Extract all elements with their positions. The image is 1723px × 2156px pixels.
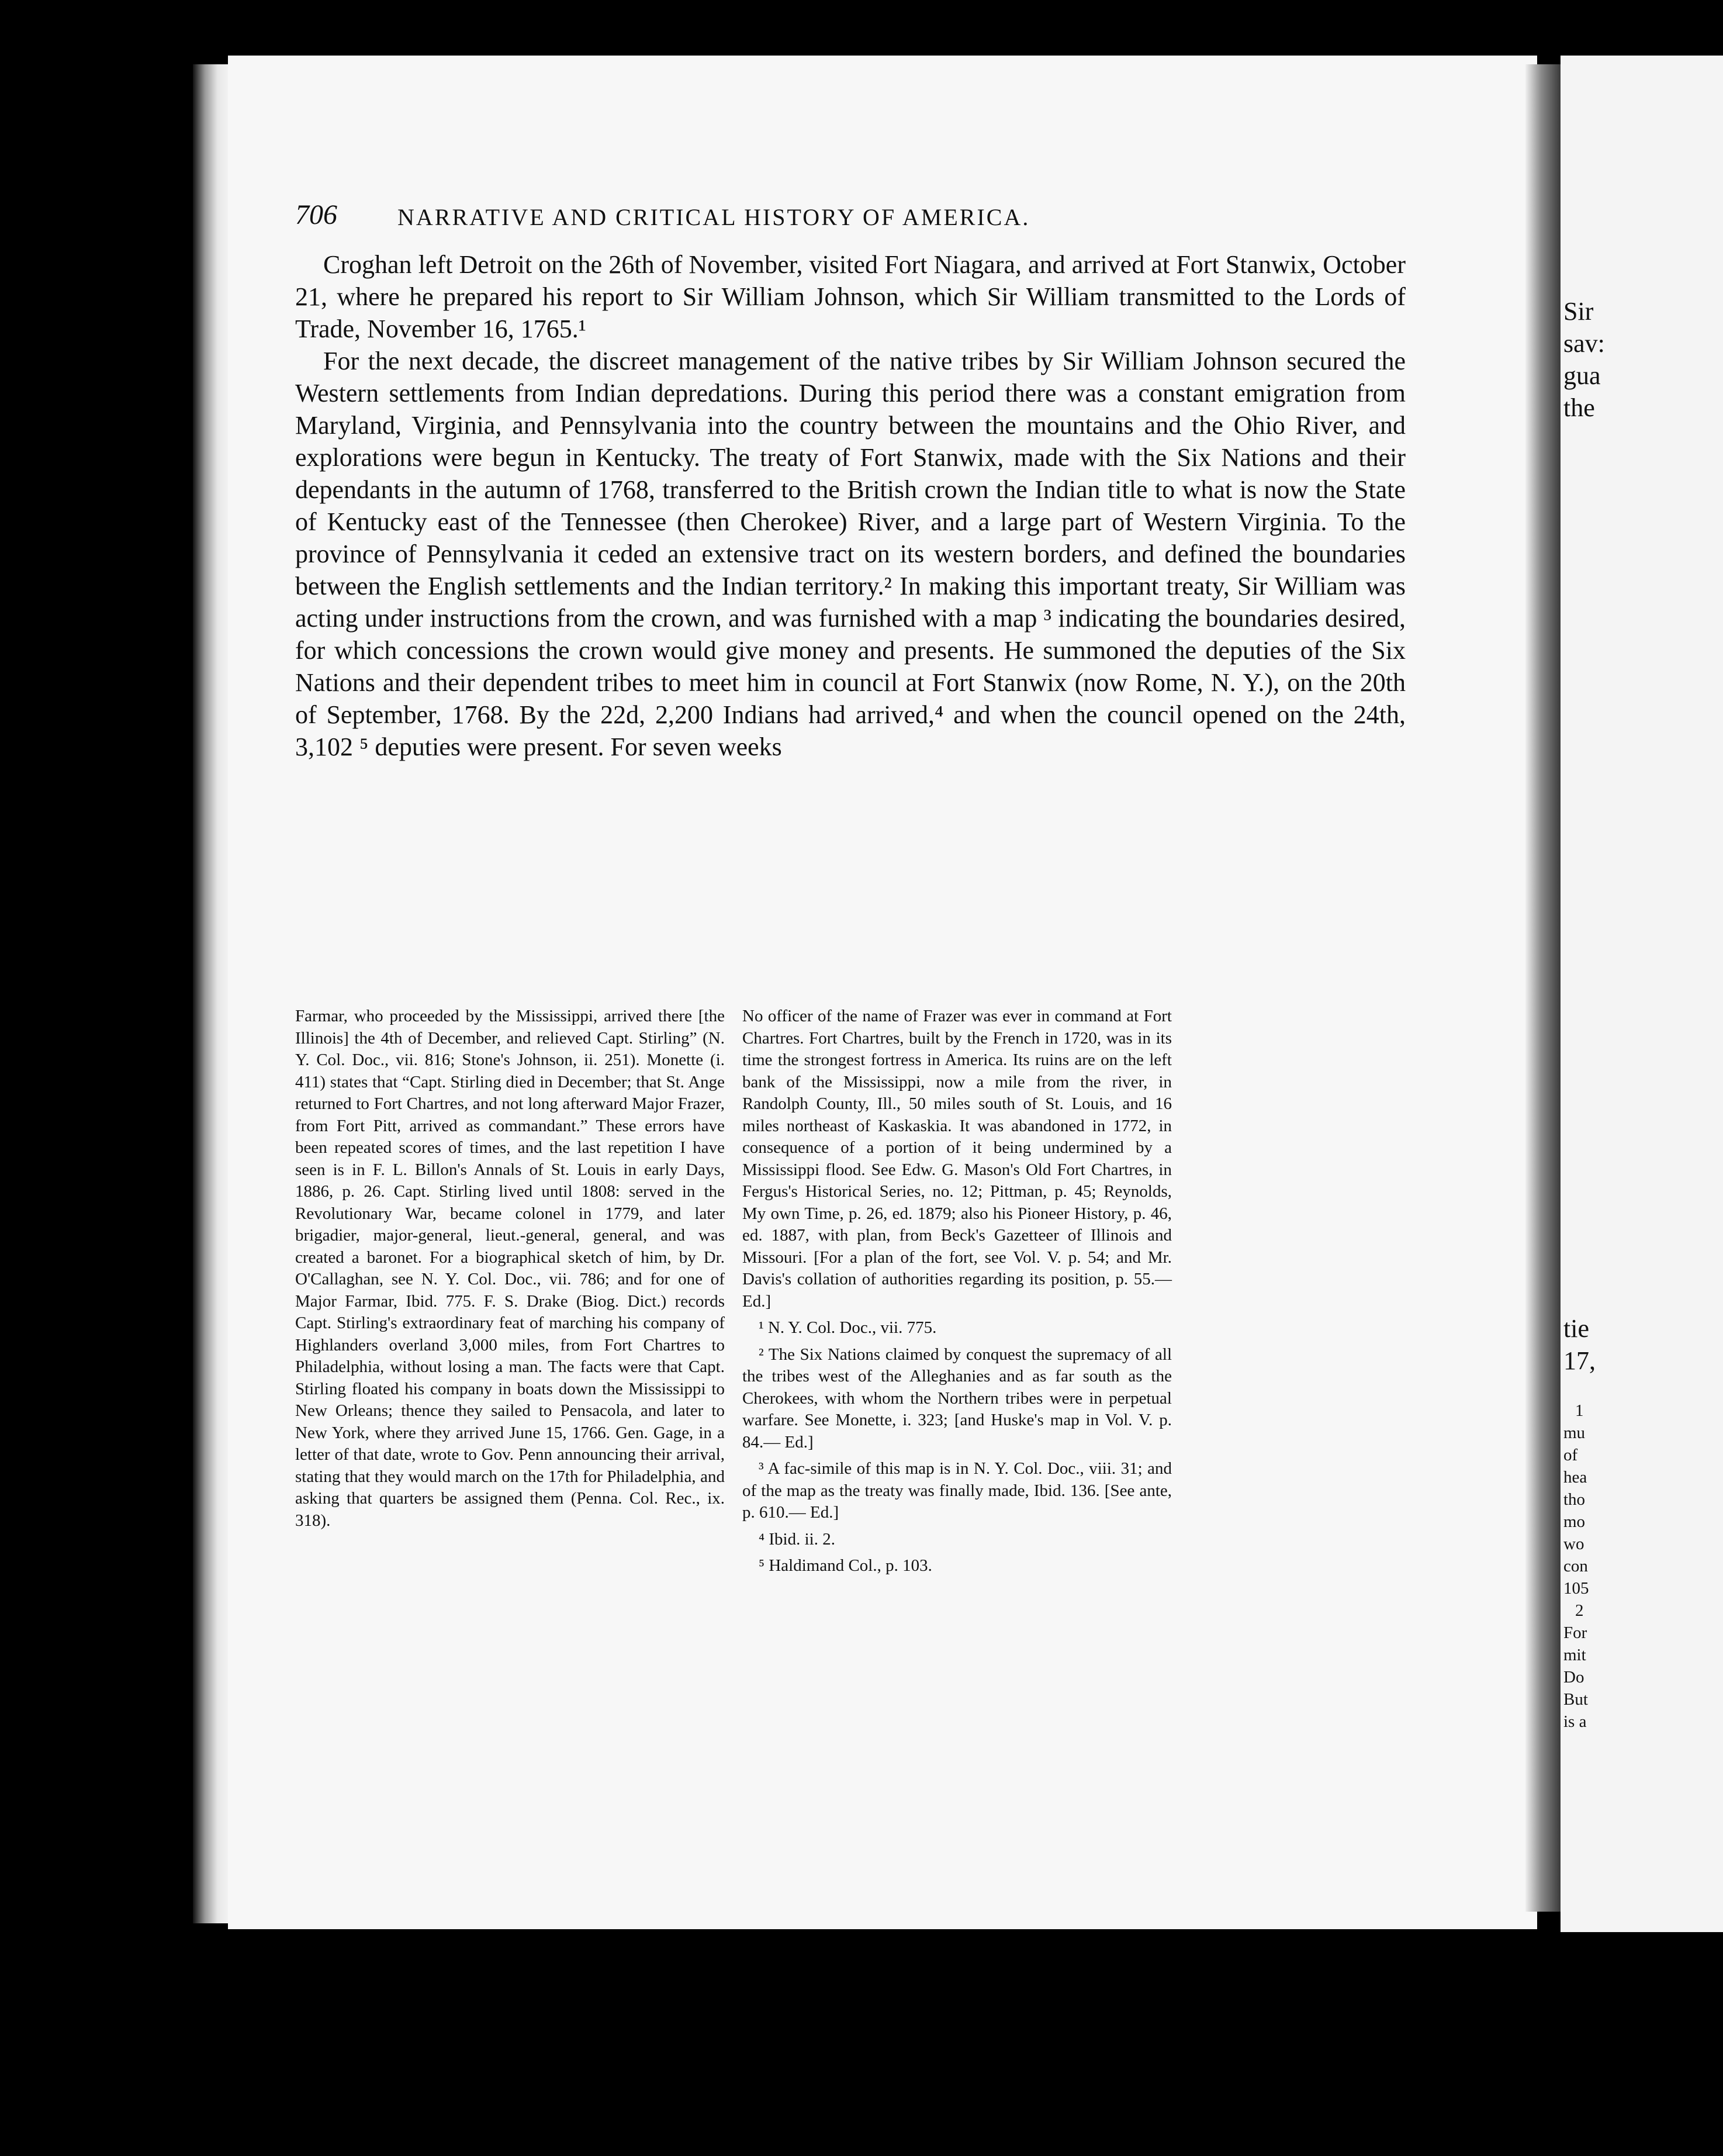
facing-note-line: Do (1563, 1668, 1584, 1687)
footnote-3: ³ A fac-simile of this map is in N. Y. Col. Doc., viii. 31; and of the map as the treaty was finally made, Ibid. 136. [See ante, p. 610.— Ed.] (742, 1459, 1172, 1522)
facing-page (1561, 56, 1723, 1932)
facing-note-line: is a (1563, 1712, 1587, 1731)
footnote-continuation: No officer of the name of Frazer was ever in command at Fort Chartres. Fort Chartres, built by the French in 1720, was in its time the strongest fortress in America. Its ruins are on the left bank of the Mississippi, now a mile from the river, in Randolph County, Ill., 50 miles south of St. Louis, and 16 miles northeast of Kaskaskia. It was abandoned in 1772, in consequence of a portion of it being undermined by a Mississippi flood. See Edw. G. Mason's Old Fort Chartres, in Fergus's Historical Series, no. 12; Pittman, p. 45; Reynolds, My own Time, p. 26, ed. 1879; also his Pioneer History, p. 46, ed. 1887, with plan, from Beck's Gazetteer of Illinois and Missouri. [For a plan of the fort, see Vol. V. p. 54; and Mr. Davis's collation of authorities regarding its position, p. 55.— Ed.] (742, 1007, 1172, 1311)
facing-note-line: mit (1563, 1646, 1586, 1664)
body-paragraph: For the next decade, the discreet management of the native tribes by Sir William Johnson secured the Western settlements from Indian depredations. During this period there was a constant emigration from Maryland, Virginia, and Pennsylvania into the country between the mountains and the Ohio River, and explorations were begun in Kentucky. The treaty of Fort Stanwix, made with the Six Nations and their dependants in the autumn of 1768, transferred to the British crown the Indian title to what is now the State of Kentucky east of the Tennessee (then Cherokee) River, and a large part of Western Virginia. To the province of Pennsylvania it ceded an extensive tract on its western borders, and defined the boundaries between the English settlements and the Indian territory.² In making this important treaty, Sir William was acting under instructions from the crown, and was furnished with a map ³ indicating the boundaries desired, for which concessions the crown would give money and presents. He summoned the deputies of the Six Nations and their dependent tribes to meet him in council at Fort Stanwix (now Rome, N. Y.), on the 20th of September, 1768. By the 22d, 2,200 Indians had arrived,⁴ and when the council opened on the 24th, 3,102 ⁵ deputies were present. For seven weeks (295, 347, 1406, 761)
footnote-continuation: Farmar, who proceeded by the Mississippi, arrived there [the Illinois] the 4th of December, and relieved Capt. Stirling” (N. Y. Col. Doc., vii. 816; Stone's Johnson, ii. 251). Monette (i. 411) states that “Capt. Stirling died in December; that St. Ange returned to Fort Chartres, and not long afterward Major Frazer, from Fort Pitt, arrived as commandant.” These errors have been repeated scores of times, and the last repetition I have seen is in F. L. Billon's Annals of St. Louis in early Days, 1886, p. 26. Capt. Stirling lived until 1808: served in the Revolutionary War, became colonel in 1779, and later brigadier, major-general, lieut.-general, general, and was created a baronet. For a biographical sketch of him, by Dr. O'Callaghan, see N. Y. Col. Doc., vii. 786; and for one of Major Farmar, Ibid. 775. F. S. Drake (Biog. Dict.) records Capt. Stirling's extraordinary feat of marching his company of Highlanders overland 3,000 miles, from Fort Chartres to Philadelphia, without losing a man. The facts were that Capt. Stirling floated his company in boats down the Mississippi to New Orleans; thence they sailed to Pensacola, and later to New York, where they arrived June 15, 1766. Gen. Gage, in a letter of that date, wrote to Gov. Penn announcing their arrival, stating that they would march on the 17th for Philadelphia, and asking that quarters be assigned them (Penna. Col. Rec., ix. 318). (295, 1007, 725, 1530)
facing-note-line: wo (1563, 1535, 1584, 1553)
facing-note-line: hea (1563, 1468, 1587, 1487)
facing-note-line: con (1563, 1557, 1588, 1575)
footnotes-left-column (295, 1006, 725, 1532)
running-head: NARRATIVE AND CRITICAL HISTORY OF AMERICA. (397, 204, 1030, 230)
facing-line: the (1563, 393, 1595, 422)
footnote-4: ⁴ Ibid. ii. 2. (759, 1529, 835, 1549)
facing-note-line: 2 (1575, 1601, 1584, 1620)
body-paragraph: Croghan left Detroit on the 26th of November, visited Fort Niagara, and arrived at Fort Stanwix, October 21, where he prepared his report to Sir William Johnson, which Sir William transmitted to the Lords of Trade, November 16, 1765.¹ (295, 250, 1406, 343)
gutter-shadow (1525, 64, 1561, 1912)
left-page-edge (193, 64, 228, 1923)
facing-note-line: For (1563, 1623, 1587, 1642)
facing-line: sav: (1563, 329, 1605, 358)
footnote-5: ⁵ Haldimand Col., p. 103. (759, 1556, 932, 1575)
body-text (295, 248, 1406, 763)
facing-line: 17, (1563, 1346, 1596, 1375)
facing-note-line: mo (1563, 1512, 1586, 1531)
facing-note-line: But (1563, 1690, 1588, 1709)
facing-note-line: of (1563, 1446, 1578, 1464)
facing-note-line: 1 (1575, 1401, 1584, 1420)
page-number: 706 (295, 199, 337, 230)
facing-line: tie (1563, 1314, 1589, 1343)
footnote-2: ² The Six Nations claimed by conquest the supremacy of all the tribes west of the Alleghanies and as far south as the Cherokees, with whom the Northern tribes were in perpetual warfare. See Monette, i. 323; [and Huske's map in Vol. V. p. 84.— Ed.] (742, 1345, 1172, 1452)
facing-line: Sir (1563, 297, 1594, 326)
footnotes-right-column (742, 1006, 1172, 1582)
facing-line: gua (1563, 361, 1601, 390)
facing-note-line: 105 (1563, 1579, 1589, 1598)
facing-note-line: tho (1563, 1490, 1586, 1509)
page-header (295, 199, 1406, 246)
footnote-1: ¹ N. Y. Col. Doc., vii. 775. (759, 1318, 937, 1337)
facing-note-line: mu (1563, 1423, 1586, 1442)
